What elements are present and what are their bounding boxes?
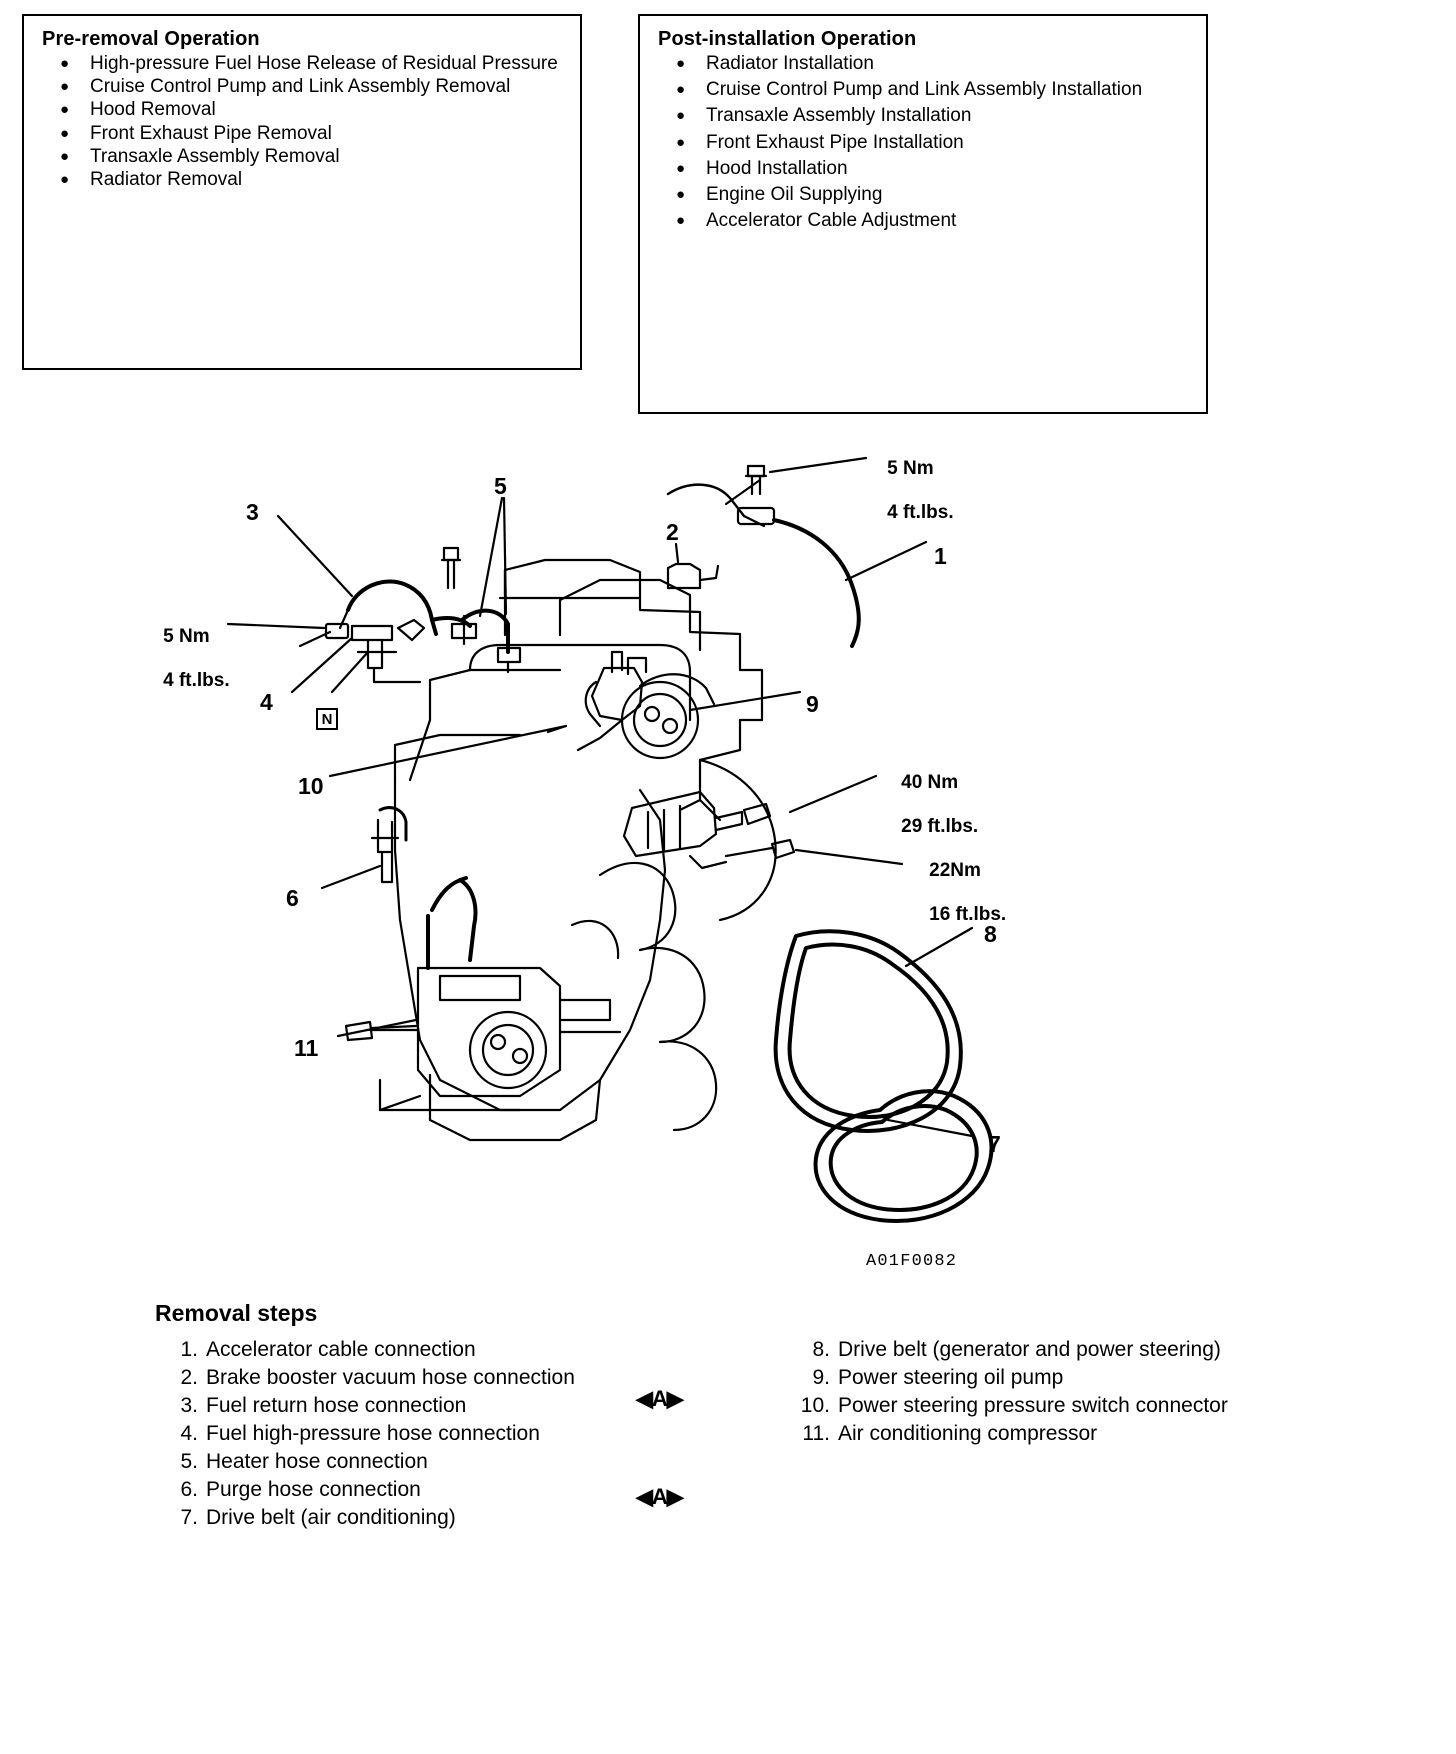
list-item [54, 99, 566, 121]
bullet-icon: ● [676, 159, 686, 177]
torque-nm: 5 Nm [163, 626, 210, 648]
callout-9: 9 [806, 691, 819, 717]
list-item [790, 1336, 1260, 1364]
torque-ftlbs: 4 ft.lbs. [887, 502, 954, 524]
diagram-linework [0, 420, 1456, 1300]
pre-removal-item-4: Transaxle Assembly Removal [90, 145, 340, 167]
bullet-icon: ● [676, 133, 686, 151]
list-item [54, 169, 566, 191]
list-item [158, 1476, 608, 1504]
step-number: 7. [180, 1505, 198, 1529]
torque-spec-top-right [866, 436, 954, 546]
list-item [790, 1364, 1260, 1392]
step-number: 10. [800, 1393, 830, 1417]
pre-removal-operation-box [22, 14, 582, 370]
list-item [790, 1392, 1260, 1420]
torque-nm: 5 Nm [887, 458, 934, 480]
callout-8: 8 [984, 921, 997, 947]
bullet-icon: ● [60, 55, 70, 72]
post-installation-list [640, 53, 1206, 233]
step-text: Drive belt (air conditioning) [206, 1505, 456, 1529]
list-item [54, 146, 566, 168]
list-item [158, 1420, 608, 1448]
torque-nm: 40 Nm [901, 772, 959, 794]
list-item [670, 53, 1192, 75]
step-text: Air conditioning compressor [838, 1421, 1098, 1445]
callout-3: 3 [246, 499, 259, 525]
list-item [670, 210, 1192, 232]
pre-removal-item-2: Hood Removal [90, 99, 216, 121]
callout-4: 4 [260, 689, 273, 715]
bullet-icon: ● [676, 55, 686, 72]
step-text: Drive belt (generator and power steering) [838, 1338, 1221, 1361]
list-item [670, 105, 1192, 127]
bullet-icon: ● [676, 212, 686, 230]
callout-2: 2 [666, 519, 679, 545]
bullet-icon: ● [60, 101, 70, 119]
bullet-icon: ● [60, 147, 70, 165]
step-number: 8. [812, 1338, 830, 1361]
step-number: 9. [812, 1365, 830, 1389]
bullet-icon: ● [676, 186, 686, 204]
step-text: Fuel high-pressure hose connection [206, 1421, 540, 1445]
list-item [54, 76, 566, 98]
step-number: 11. [802, 1421, 830, 1445]
bullet-icon: ● [676, 107, 686, 125]
pre-removal-item-0: High-pressure Fuel Hose Release of Residual Pressure [90, 53, 558, 74]
callout-5: 5 [494, 473, 507, 499]
step-text: Purge hose connection [206, 1477, 421, 1501]
post-installation-item-4: Hood Installation [706, 157, 848, 179]
list-item [790, 1420, 1260, 1448]
list-item [670, 79, 1192, 101]
list-item [670, 184, 1192, 206]
removal-steps-section [0, 1290, 1456, 1754]
step-number: 1. [180, 1338, 198, 1361]
torque-nm: 22Nm [929, 860, 981, 882]
post-installation-operation-box [638, 14, 1208, 414]
callout-10: 10 [298, 773, 324, 799]
bullet-icon: ● [676, 81, 686, 99]
marker-a-icon-2: ◀A▶ [636, 1484, 683, 1509]
list-item [158, 1504, 608, 1532]
step-number: 2. [180, 1365, 198, 1389]
pre-removal-item-3: Front Exhaust Pipe Removal [90, 122, 332, 144]
pre-removal-title: Pre-removal Operation [42, 28, 260, 50]
removal-steps-right-column [790, 1336, 1260, 1448]
list-item [158, 1336, 608, 1364]
callout-6: 6 [286, 885, 299, 911]
engine-assembly-diagram [0, 420, 1456, 1300]
step-number: 3. [180, 1393, 198, 1417]
callout-7: 7 [988, 1131, 1001, 1157]
list-item [158, 1448, 608, 1476]
step-text: Power steering pressure switch connector [838, 1393, 1228, 1417]
post-installation-item-3: Front Exhaust Pipe Installation [706, 131, 964, 153]
nut-badge-icon: N [316, 708, 338, 730]
figure-code: A01F0082 [866, 1252, 958, 1271]
removal-steps-title: Removal steps [155, 1300, 318, 1326]
torque-ftlbs: 16 ft.lbs. [929, 904, 1007, 926]
removal-steps-left-column [158, 1336, 608, 1531]
callout-1: 1 [934, 543, 947, 569]
step-text: Power steering oil pump [838, 1365, 1064, 1389]
step-text: Brake booster vacuum hose connection [206, 1365, 575, 1389]
list-item [54, 53, 566, 75]
bullet-icon: ● [60, 171, 70, 189]
list-item [54, 123, 566, 145]
post-installation-title: Post-installation Operation [658, 28, 917, 50]
post-installation-item-0: Radiator Installation [706, 53, 874, 74]
post-installation-item-2: Transaxle Assembly Installation [706, 105, 972, 127]
bullet-icon: ● [60, 78, 70, 96]
torque-spec-top-left [142, 604, 230, 714]
step-text: Heater hose connection [206, 1449, 428, 1473]
step-number: 4. [180, 1421, 198, 1445]
list-item [158, 1364, 608, 1392]
marker-a-icon-1: ◀A▶ [636, 1386, 683, 1411]
list-item [158, 1392, 608, 1420]
post-installation-item-5: Engine Oil Supplying [706, 184, 883, 206]
callout-11: 11 [294, 1035, 319, 1061]
step-number: 5. [180, 1449, 198, 1473]
pre-removal-list [24, 53, 580, 191]
pre-removal-item-1: Cruise Control Pump and Link Assembly Removal [90, 76, 511, 98]
post-installation-item-6: Accelerator Cable Adjustment [706, 210, 957, 232]
step-number: 6. [180, 1477, 198, 1501]
list-item [670, 132, 1192, 154]
torque-ftlbs: 29 ft.lbs. [901, 816, 979, 838]
pre-removal-item-5: Radiator Removal [90, 169, 243, 191]
step-text: Fuel return hose connection [206, 1393, 467, 1417]
step-text: Accelerator cable connection [206, 1338, 476, 1361]
post-installation-item-1: Cruise Control Pump and Link Assembly Installation [706, 79, 1143, 101]
list-item [670, 158, 1192, 180]
bullet-icon: ● [60, 124, 70, 142]
torque-ftlbs: 4 ft.lbs. [163, 670, 230, 692]
